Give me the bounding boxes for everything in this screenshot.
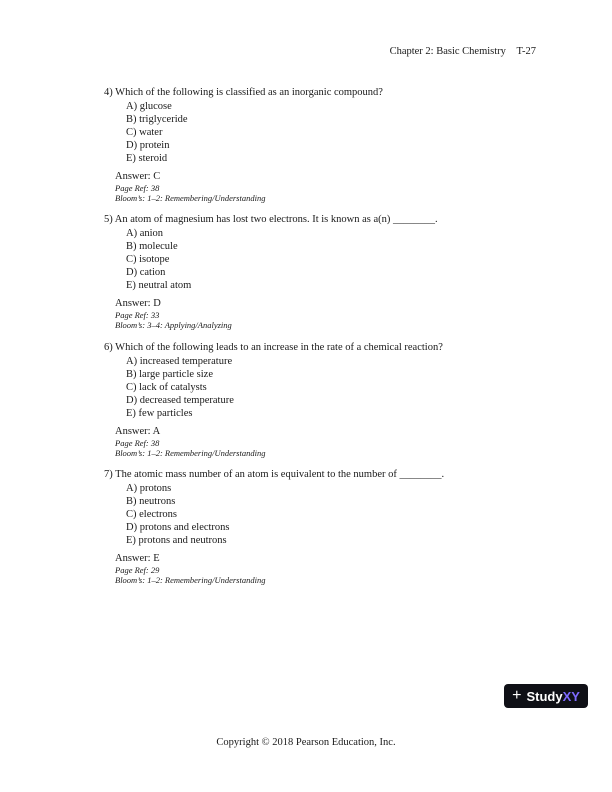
question-4: [104, 86, 524, 204]
option-e: E) few particles: [126, 407, 193, 419]
page-ref: Page Ref: 38: [115, 182, 160, 193]
option-b: B) molecule: [126, 240, 178, 252]
option-d: D) decreased temperature: [126, 394, 234, 406]
option-a: A) glucose: [126, 101, 172, 112]
option-b: B) triglyceride: [126, 113, 188, 125]
option-c: C) isotope: [126, 253, 170, 265]
question-text: 5) An atom of magnesium has lost two electrons. It is known as a(n) ________.: [104, 214, 438, 225]
brand-study: Study: [526, 688, 563, 704]
question-6: [104, 341, 524, 459]
question-7: [104, 468, 524, 586]
option-e: E) neutral atom: [126, 279, 192, 291]
page-ref: Page Ref: 33: [115, 309, 160, 320]
answer: Answer: A: [115, 425, 161, 437]
page-number: T-27: [516, 46, 536, 57]
option-d: D) cation: [126, 266, 166, 278]
blooms-level: Bloom’s: 1–2: Remembering/Understanding: [115, 448, 266, 459]
answer: Answer: C: [115, 170, 161, 182]
chapter-title: Chapter 2: Basic Chemistry: [389, 46, 506, 57]
page-ref: Page Ref: 29: [115, 564, 160, 575]
option-e: E) steroid: [126, 152, 168, 164]
answer: Answer: E: [115, 552, 160, 564]
option-list: [126, 356, 524, 421]
question-text: 4) Which of the following is classified as an inorganic compound?: [104, 87, 383, 98]
option-c: C) water: [126, 126, 163, 138]
blooms-level: Bloom’s: 1–2: Remembering/Understanding: [115, 575, 266, 586]
plus-icon: +: [512, 687, 522, 704]
option-list: [126, 483, 524, 548]
blooms-level: Bloom’s: 1–2: Remembering/Understanding: [115, 193, 266, 204]
blooms-level: Bloom’s: 3–4: Applying/Analyzing: [115, 320, 232, 331]
option-a: A) protons: [126, 483, 172, 494]
option-e: E) protons and neutrons: [126, 534, 227, 546]
option-list: [126, 101, 524, 166]
question-text: 6) Which of the following leads to an increase in the rate of a chemical reaction?: [104, 342, 443, 353]
option-a: A) anion: [126, 228, 164, 239]
page-ref: Page Ref: 38: [115, 437, 160, 448]
answer: Answer: D: [115, 297, 161, 309]
option-c: C) electrons: [126, 508, 178, 520]
question-text: 7) The atomic mass number of an atom is equivalent to the number of ________.: [104, 469, 445, 480]
copyright-footer: Copyright © 2018 Pearson Education, Inc.: [216, 737, 396, 748]
option-d: D) protons and electrons: [126, 521, 230, 533]
studyxy-badge[interactable]: [504, 684, 588, 708]
option-a: A) increased temperature: [126, 356, 233, 367]
brand-xy: XY: [562, 688, 580, 704]
option-b: B) neutrons: [126, 495, 176, 507]
question-5: [104, 213, 524, 331]
option-list: [126, 228, 524, 293]
option-b: B) large particle size: [126, 368, 213, 380]
option-d: D) protein: [126, 139, 170, 151]
page-header: [390, 46, 536, 57]
option-c: C) lack of catalysts: [126, 381, 207, 393]
